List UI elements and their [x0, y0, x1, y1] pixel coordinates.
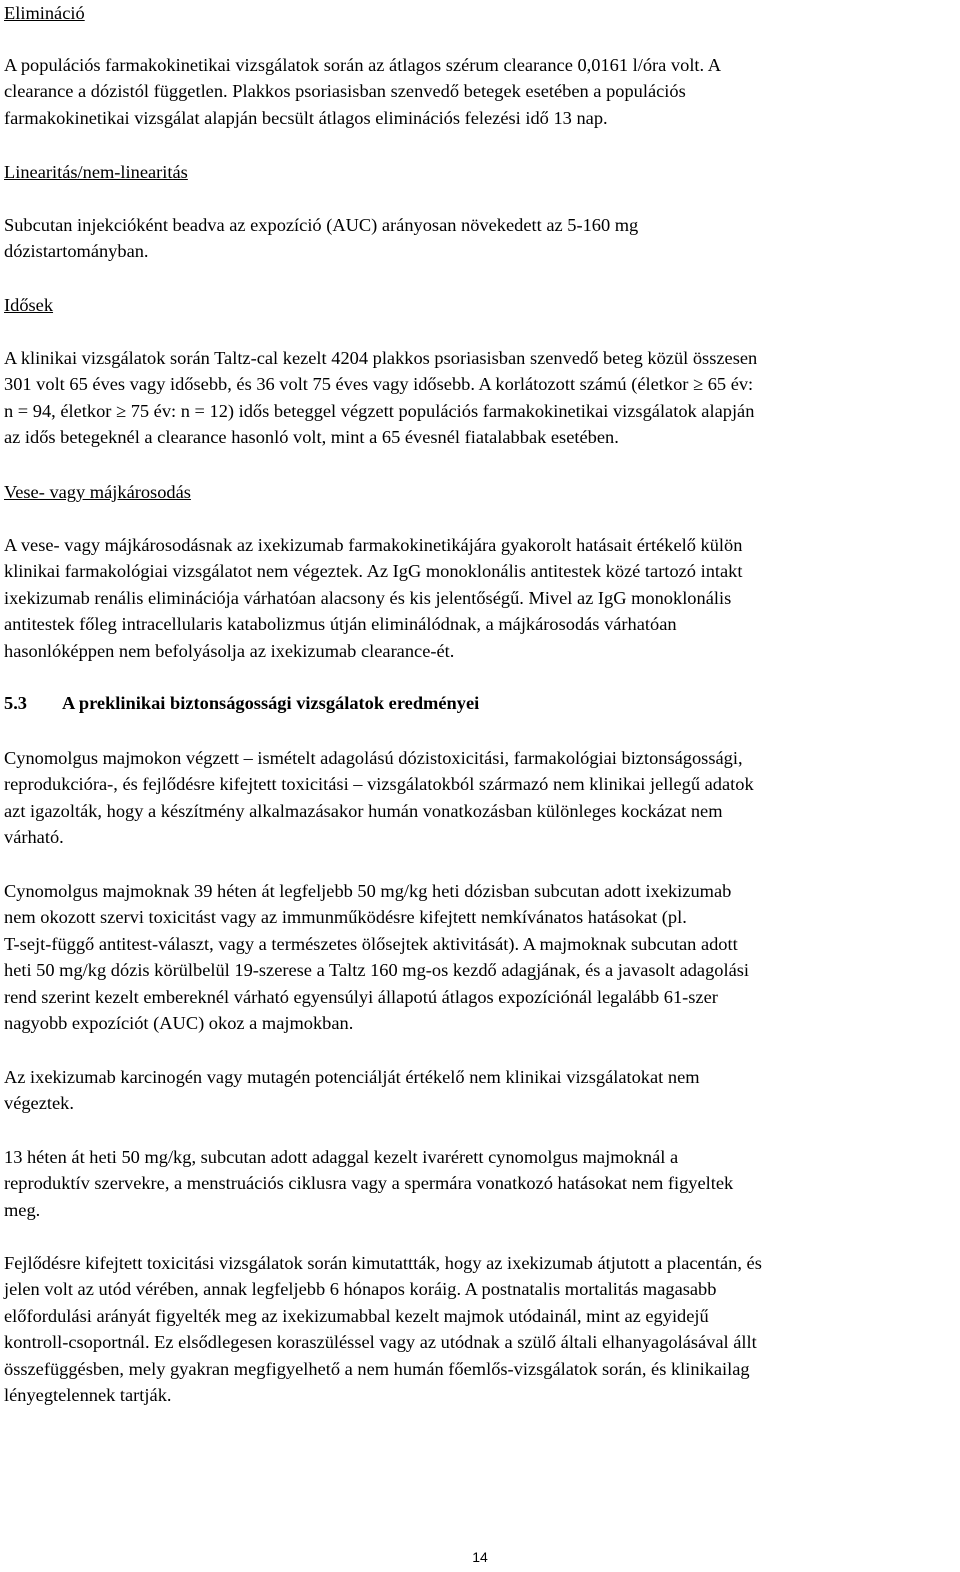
preclinical-paragraph-4	[4, 1144, 733, 1223]
text-line: ixekizumab renális eliminációja várhatóan alacsony és kis jelentőségű. Mivel az IgG monoklonális	[4, 587, 732, 608]
text-line: összefüggésben, mely gyakran megfigyelhető a nem humán főemlős-vizsgálatok során, és klinikailag	[4, 1358, 750, 1379]
renal-hepatic-heading: Vese- vagy májkárosodás	[4, 482, 191, 502]
text-line: végeztek.	[4, 1093, 74, 1114]
text-line: Subcutan injekcióként beadva az expozíció (AUC) arányosan növekedett az 5-160 mg	[4, 215, 639, 235]
text-line: 13 héten át heti 50 mg/kg, subcutan adott adaggal kezelt ivarérett cynomolgus majmoknál a	[4, 1147, 679, 1167]
text-line: n = 94, életkor ≥ 75 év: n = 12) idős beteggel végzett populációs farmakokinetikai vizsgálatok alapján	[4, 400, 755, 421]
text-line: jelen volt az utód vérében, annak legfeljebb 6 hónapos koráig. A postnatalis mortalitás magasabb	[4, 1279, 717, 1300]
text-line: előfordulási arányát figyelték meg az ixekizumabbal kezelt majmok utódainál, mint az egyidejű	[4, 1305, 709, 1326]
text-line: Cynomolgus majmoknak 39 héten át legfeljebb 50 mg/kg heti dózisban subcutan adott ixekizumab	[4, 881, 732, 901]
text-line: kontroll-csoportnál. Ez elsődlegesen koraszüléssel vagy az utódnak a szülő általi elhanyagolásával állt	[4, 1332, 757, 1353]
text-line: klinikai farmakológiai vizsgálatot nem végeztek. Az IgG monoklonális antitestek közé tartozó intakt	[4, 561, 743, 582]
text-line: antitestek főleg intracellularis katabolizmus útján eliminálódnak, a májkárosodás várhatóan	[4, 614, 677, 635]
text-line: dózistartományban.	[4, 241, 149, 262]
text-line: azt igazolták, hogy a készítmény alkalmazásakor humán vonatkozásban különleges kockázat nem	[4, 800, 723, 821]
text-line: hasonlóképpen nem befolyásolja az ixekizumab clearance-ét.	[4, 640, 455, 661]
text-line: clearance a dózistól független. Plakkos psoriasisban szenvedő betegek esetében a populációs	[4, 81, 686, 102]
text-line: nem okozott szervi toxicitást vagy az immunműködésre kifejtett nemkívánatos hatásokat (pl.	[4, 907, 687, 928]
text-line: várható.	[4, 827, 64, 848]
section-heading	[4, 690, 479, 716]
text-line: A populációs farmakokinetikai vizsgálatok során az átlagos szérum clearance 0,0161 l/óra volt. A	[4, 55, 722, 75]
text-line: Cynomolgus majmokon végzett – ismételt adagolású dózistoxicitási, farmakológiai biztonságossági,	[4, 748, 743, 768]
preclinical-paragraph-1	[4, 745, 754, 851]
text-line: A vese- vagy májkárosodásnak az ixekizumab farmakokinetikájára gyakorolt hatásait értékelő külön	[4, 535, 743, 555]
text-line: Az ixekizumab karcinogén vagy mutagén potenciálját értékelő nem klinikai vizsgálatokat nem	[4, 1067, 700, 1087]
preclinical-paragraph-2	[4, 878, 749, 1036]
elderly-paragraph	[4, 345, 757, 451]
preclinical-paragraph-3	[4, 1064, 700, 1117]
linearity-paragraph	[4, 212, 638, 265]
text-line: meg.	[4, 1199, 41, 1220]
text-line: heti 50 mg/kg dózis körülbelül 19-szerese a Taltz 160 mg-os kezdő adagjának, és a javasolt adagolási	[4, 960, 750, 981]
elimination-heading: Elimináció	[4, 3, 85, 23]
elimination-paragraph	[4, 52, 721, 131]
elderly-heading: Idősek	[4, 295, 54, 315]
text-line: Fejlődésre kifejtett toxicitási vizsgálatok során kimutattták, hogy az ixekizumab átjutott a placentán, és	[4, 1253, 762, 1273]
text-line: az idős betegeknél a clearance hasonló volt, mint a 65 évesnél fiatalabbak esetében.	[4, 427, 619, 448]
text-line: A klinikai vizsgálatok során Taltz-cal kezelt 4204 plakkos psoriasisban szenvedő beteg közül összesen	[4, 348, 758, 368]
linearity-heading: Linearitás/nem-linearitás	[4, 162, 188, 182]
renal-hepatic-paragraph	[4, 532, 742, 664]
section-title: A preklinikai biztonságossági vizsgálatok eredményei	[62, 693, 480, 713]
text-line: lényegtelennek tartják.	[4, 1385, 172, 1406]
text-line: reprodukcióra-, és fejlődésre kifejtett toxicitási – vizsgálatokból származó nem klinikai jellegű adatok	[4, 774, 754, 795]
text-line: rend szerint kezelt embereknél várható egyensúlyi állapotú átlagos expozíciónál legalább 61-szer	[4, 986, 718, 1007]
page-number: 14	[472, 1549, 488, 1565]
text-line: T-sejt-függő antitest-választ, vagy a természetes ölősejtek aktivitását). A majmoknak subcutan adott	[4, 933, 738, 954]
preclinical-paragraph-5	[4, 1250, 762, 1408]
text-line: reproduktív szervekre, a menstruációs ciklusra vagy a spermára vonatkozó hatásokat nem figyeltek	[4, 1173, 734, 1194]
section-number: 5.3	[4, 693, 27, 713]
text-line: nagyobb expozíciót (AUC) okoz a majmokban.	[4, 1013, 354, 1034]
text-line: farmakokinetikai vizsgálat alapján becsült átlagos eliminációs felezési idő 13 nap.	[4, 107, 608, 128]
text-line: 301 volt 65 éves vagy idősebb, és 36 volt 75 éves vagy idősebb. A korlátozott számú (életkor ≥ 65 év:	[4, 374, 754, 395]
